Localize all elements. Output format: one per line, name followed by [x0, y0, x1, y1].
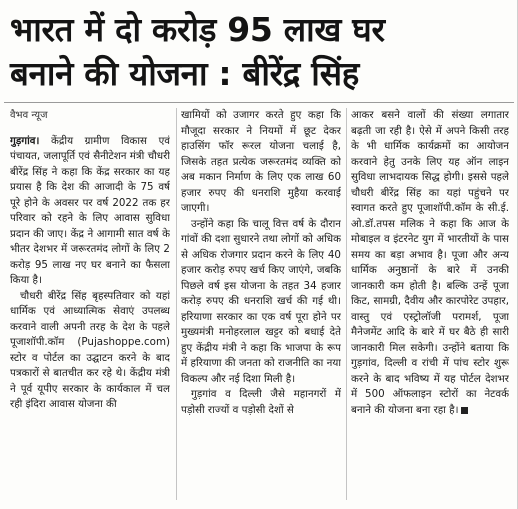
headline-line-2: बनाने की योजना : बीरेंद्र सिंह: [10, 54, 359, 93]
column-3: [351, 108, 509, 500]
dateline: गुड़गांव।: [10, 134, 40, 147]
headline-line-1: भारत में दो करोड़ 95 लाख घर: [10, 10, 385, 49]
column-1-paragraph-1: [10, 134, 170, 289]
headline: [10, 8, 510, 96]
column-1-paragraph-1-text: केंद्रीय ग्रामीण विकास एवं पंचायत, जलापूर्ति एवं सैनीटेशन मंत्री चौधरी बीरेंद्र सिंह ने कहा कि केंद्र सरकार का यह प्रयास है कि देश की आजादी के 75 वर्ष पूरे होने के अवसर पर वर्ष 2022 तक हर परिवार को रहने के लिए आवास सुविधा प्रदान की जाए। केंद्र ने आगामी सात वर्ष के भीतर देशभर में जरूरतमंद लोगों के लिए 2 करोड़ 95 लाख नए घर बनाने का फैसला किया है।: [10, 134, 170, 286]
column-1-paragraph-2: चौधरी बीरेंद्र सिंह बृहस्पतिवार को यहां धार्मिक एवं आध्यात्मिक सेवाएं उपलब्ध करवाने वाली अपनी तरह के देश के पहले पूजाशॉपी.कॉम (Pujashoppe.com) स्टोर व पोर्टल का उद्घाटन करने के बाद पत्रकारों से बातचीत कर रहे थे। केंद्रीय मंत्री ने पूर्व यूपीए सरकार के कार्यकाल में चल रही इंदिरा आवास योजना की: [10, 289, 170, 410]
byline: वैभव न्यूज: [10, 110, 48, 121]
end-of-story-mark: [461, 407, 468, 414]
column-2-paragraph-3: गुड़गांव व दिल्ली जैसे महानगरों में पड़ोसी राज्यों व पड़ोसी देशों से: [181, 388, 341, 416]
column-2-paragraph-1: खामियों को उजागर करते हुए कहा कि मौजूदा सरकार ने नियमों में छूट देकर हाउसिंग फॉर रूरल योजना चलाई है, जिसके तहत प्रत्येक जरूरतमंद व्यक्ति को अब मकान निर्माण के लिए एक लाख 60 हजार रुपए की धनराशि मुहैया करवाई जाएगी।: [181, 109, 341, 214]
column-divider-1: [176, 108, 177, 500]
column-2-paragraph-2: उन्होंने कहा कि चालू वित्त वर्ष के दौरान गांवों की दशा सुधारने तथा लोगों को अधिक से अधिक रोजगार प्रदान करने के लिए 40 हजार करोड़ रुपए खर्च किए जाएंगे, जबकि पिछले वर्ष इस योजना के तहत 34 हजार करोड़ रुपए की धनराशि खर्च की गई थी। हरियाणा सरकार का एक वर्ष पूरा होने पर मुख्यमंत्री मनोहरलाल खट्टर को बधाई देते हुए केंद्रीय मंत्री ने कहा कि भाजपा के रूप में हरियाणा की जनता को राजनीति का नया विकल्प और नई दिशा मिली है।: [181, 217, 341, 385]
headline-rule: [4, 102, 514, 103]
column-1: [10, 108, 170, 500]
column-divider-2: [346, 108, 347, 500]
column-3-paragraph-1-text: आकर बसने वालों की संख्या लगातार बढ़ती जा रही है। ऐसे में अपने किसी तरह के भी धार्मिक कार्यक्रमों का आयोजन करवाने हेतु उनके लिए यह ऑन लाइन सुविधा लाभदायक सिद्ध होगी। इससे पहले चौधरी बीरेंद्र सिंह का यहां पहुंचने पर स्वागत करते हुए पूजाशॉपी.कॉम के सी.ई. ओ.डॉ.तपस मलिक ने कहा कि आज के मोबाइल व इंटरनेट युग में भारतीयों के पास समय का बड़ा अभाव है। पूजा और अन्य धार्मिक अनुष्ठानों के बारे में उनकी जानकारी कम होती है। बल्कि उन्हें पूजा किट, सामग्री, दैवीय और कारपोरेट उपहार, वास्तु एवं एस्ट्रोलॉजी परामर्श, पूजा मैनेजमेंट आदि के बारे में घर बैठे ही सारी जानकारी मिल सकेगी। उन्होंने बताया कि गुड़गांव, दिल्ली व रांची में पांच स्टोर शुरू करने के बाद भविष्य में यह पोर्टल देशभर में 500 ऑफलाइन स्टोरों का नेटवर्क बनाने की योजना बना रहा है।: [351, 109, 509, 416]
column-3-paragraph-1: [351, 108, 509, 418]
column-2: [181, 108, 341, 500]
